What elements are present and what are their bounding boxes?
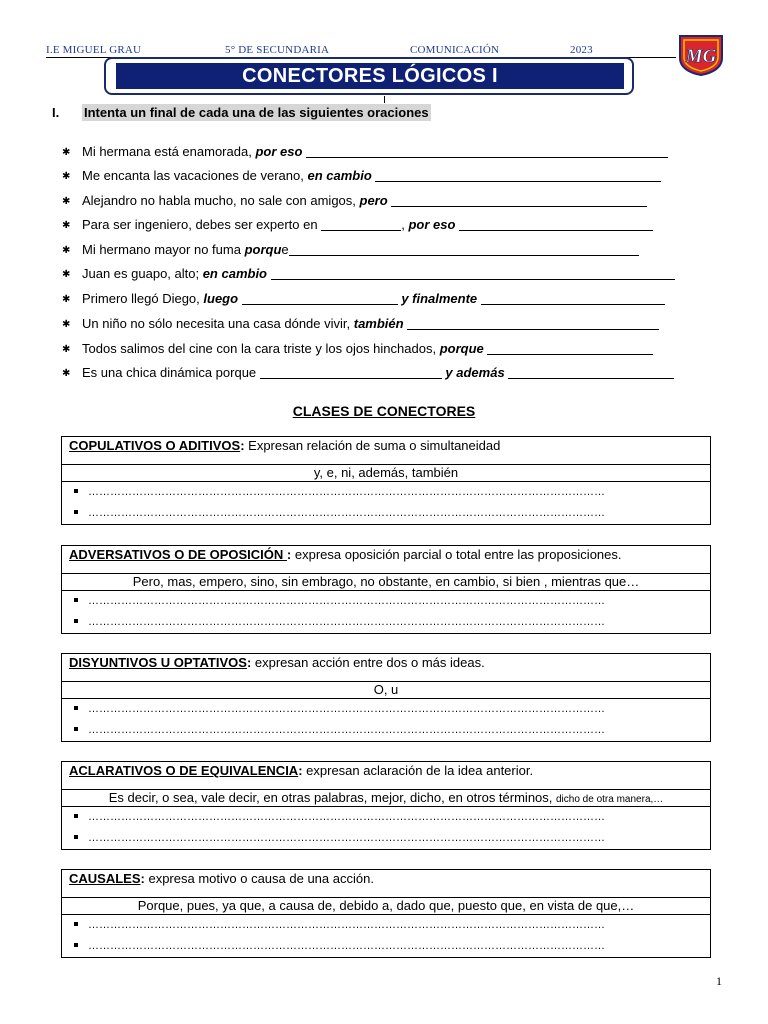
connector-class-name: ACLARATIVOS O DE EQUIVALENCIA bbox=[69, 763, 299, 778]
dotted-leader: …………………………………………………………………………………………………………………………… bbox=[88, 832, 605, 844]
connector-examples-small: dicho de otra manera,… bbox=[556, 794, 664, 805]
connector-class-header: CAUSALES: expresa motivo o causa de una acción. bbox=[62, 870, 710, 898]
answer-blank[interactable] bbox=[321, 218, 401, 231]
connector-examples bbox=[62, 898, 710, 915]
sentence-text: Me encanta las vacaciones de verano, bbox=[82, 168, 308, 183]
connector-class-header: COPULATIVOS O ADITIVOS: Expresan relación de suma o simultaneidad bbox=[62, 437, 710, 465]
answer-blank[interactable] bbox=[459, 218, 653, 231]
dotted-leader: …………………………………………………………………………………………………………………………… bbox=[88, 486, 605, 498]
sentence-text: Todos salimos del cine con la cara triste y los ojos hinchados, bbox=[82, 341, 440, 356]
answer-blank[interactable] bbox=[242, 292, 398, 305]
connector-word: porqu bbox=[244, 242, 282, 257]
connector-word: por eso bbox=[255, 144, 303, 159]
section-instruction: Intenta un final de cada una de las siguientes oraciones bbox=[84, 105, 429, 120]
logo-text: MG bbox=[685, 46, 717, 67]
dotted-leader: …………………………………………………………………………………………………………………………… bbox=[88, 507, 605, 519]
connector-examples-text: Pero, mas, empero, sino, sin embrago, no obstante, en cambio, si bien , mientras que… bbox=[132, 574, 640, 589]
connector-class-description: Expresan relación de suma o simultaneidad bbox=[244, 438, 501, 453]
answer-blank[interactable] bbox=[487, 342, 653, 355]
asterisk-bullet-icon: ✱ bbox=[62, 269, 71, 280]
sentence-item bbox=[62, 364, 674, 382]
asterisk-bullet-icon: ✱ bbox=[62, 196, 71, 207]
header-course: COMUNICACIÓN bbox=[410, 44, 500, 56]
connector-word: por eso bbox=[408, 217, 456, 232]
connector-examples bbox=[62, 682, 710, 699]
square-bullet-icon bbox=[74, 619, 78, 623]
header-grade: 5° DE SECUNDARIA bbox=[225, 44, 330, 56]
asterisk-bullet-icon: ✱ bbox=[62, 344, 71, 355]
asterisk-bullet-icon: ✱ bbox=[62, 294, 71, 305]
sentence-text: Es una chica dinámica porque bbox=[82, 365, 260, 380]
asterisk-bullet-icon: ✱ bbox=[62, 368, 71, 379]
sentence-item bbox=[62, 315, 659, 333]
dotted-answer-line[interactable] bbox=[62, 612, 710, 633]
connector-class-header: ADVERSATIVOS O DE OPOSICIÓN : expresa oposición parcial o total entre las proposiciones. bbox=[62, 546, 710, 574]
connector-examples bbox=[62, 574, 710, 591]
sentence-item bbox=[62, 340, 653, 358]
clases-title: CLASES DE CONECTORES bbox=[292, 403, 476, 419]
square-bullet-icon bbox=[74, 510, 78, 514]
square-bullet-icon bbox=[74, 943, 78, 947]
connector-word: pero bbox=[359, 193, 388, 208]
dotted-answer-line[interactable] bbox=[62, 720, 710, 741]
sentence-text: Juan es guapo, alto; bbox=[82, 266, 203, 281]
sentence-text: Mi hermana está enamorada, bbox=[82, 144, 256, 159]
connector-class-description: expresa oposición parcial o total entre las proposiciones. bbox=[291, 547, 622, 562]
square-bullet-icon bbox=[74, 598, 78, 602]
dotted-answer-line[interactable] bbox=[62, 915, 710, 936]
header-school: I.E MIGUEL GRAU bbox=[46, 44, 142, 56]
answer-blank[interactable] bbox=[481, 292, 665, 305]
connector-class-box bbox=[61, 869, 711, 958]
connector-word: y finalmente bbox=[401, 291, 478, 306]
connector-class-description: expresan acción entre dos o más ideas. bbox=[251, 655, 485, 670]
sentence-text: e bbox=[281, 242, 289, 257]
page-title: CONECTORES LÓGICOS I bbox=[116, 63, 624, 89]
connector-examples-text: O, u bbox=[373, 682, 399, 697]
asterisk-bullet-icon: ✱ bbox=[62, 319, 71, 330]
sentence-text: Un niño no sólo necesita una casa dónde vivir, bbox=[82, 316, 354, 331]
dotted-leader: …………………………………………………………………………………………………………………………… bbox=[88, 811, 605, 823]
square-bullet-icon bbox=[74, 489, 78, 493]
asterisk-bullet-icon: ✱ bbox=[62, 147, 71, 158]
sentence-text: , bbox=[401, 217, 409, 232]
connector-class-header: ACLARATIVOS O DE EQUIVALENCIA: expresan aclaración de la idea anterior. bbox=[62, 762, 710, 790]
connector-class-description: expresan aclaración de la idea anterior. bbox=[302, 763, 534, 778]
connector-word: y además bbox=[445, 365, 505, 380]
header-year: 2023 bbox=[570, 44, 593, 56]
answer-blank[interactable] bbox=[306, 145, 668, 158]
square-bullet-icon bbox=[74, 727, 78, 731]
asterisk-bullet-icon: ✱ bbox=[62, 171, 71, 182]
answer-blank[interactable] bbox=[289, 243, 639, 256]
section-number: I. bbox=[52, 105, 60, 120]
asterisk-bullet-icon: ✱ bbox=[62, 220, 71, 231]
connector-word: en cambio bbox=[307, 168, 372, 183]
answer-blank[interactable] bbox=[407, 317, 659, 330]
connector-class-name: DISYUNTIVOS U OPTATIVOS bbox=[69, 655, 247, 670]
answer-blank[interactable] bbox=[375, 169, 661, 182]
answer-blank[interactable] bbox=[391, 194, 647, 207]
connector-class-name: ADVERSATIVOS O DE OPOSICIÓN bbox=[69, 547, 287, 562]
sentence-item bbox=[62, 265, 675, 283]
sentence-text: Alejandro no habla mucho, no sale con amigos, bbox=[82, 193, 360, 208]
answer-blank[interactable] bbox=[260, 366, 442, 379]
connector-examples-text: Porque, pues, ya que, a causa de, debido a, dado que, puesto que, en vista de que,… bbox=[137, 898, 635, 913]
square-bullet-icon bbox=[74, 922, 78, 926]
sentence-text: Primero llegó Diego, bbox=[82, 291, 204, 306]
connector-examples bbox=[62, 790, 710, 807]
sentence-item bbox=[62, 192, 647, 210]
sentence-item bbox=[62, 241, 639, 259]
connector-class-description: expresa motivo o causa de una acción. bbox=[144, 871, 374, 886]
connector-word: porque bbox=[439, 341, 484, 356]
connector-class-box bbox=[61, 545, 711, 634]
answer-blank[interactable] bbox=[508, 366, 674, 379]
sentence-item bbox=[62, 167, 661, 185]
asterisk-bullet-icon: ✱ bbox=[62, 245, 71, 256]
dotted-leader: …………………………………………………………………………………………………………………………… bbox=[88, 940, 605, 952]
sentence-item bbox=[62, 143, 668, 161]
title-tick bbox=[384, 96, 385, 103]
answer-blank[interactable] bbox=[271, 267, 675, 280]
dotted-answer-line[interactable] bbox=[62, 828, 710, 849]
dotted-answer-line[interactable] bbox=[62, 807, 710, 828]
school-logo bbox=[676, 32, 726, 76]
dotted-leader: …………………………………………………………………………………………………………………………… bbox=[88, 703, 605, 715]
connector-word: en cambio bbox=[202, 266, 267, 281]
sentence-text: Para ser ingeniero, debes ser experto en bbox=[82, 217, 322, 232]
dotted-answer-line[interactable] bbox=[62, 699, 710, 720]
connector-class-header: DISYUNTIVOS U OPTATIVOS: expresan acción entre dos o más ideas. bbox=[62, 654, 710, 682]
dotted-answer-line[interactable] bbox=[62, 936, 710, 957]
connector-examples-text: Es decir, o sea, vale decir, en otras palabras, mejor, dicho, en otros términos, bbox=[108, 790, 556, 805]
dotted-answer-line[interactable] bbox=[62, 591, 710, 612]
page-number: 1 bbox=[716, 974, 722, 988]
dotted-answer-line[interactable] bbox=[62, 482, 710, 503]
sentence-item bbox=[62, 216, 653, 234]
connector-class-box bbox=[61, 653, 711, 742]
dotted-leader: …………………………………………………………………………………………………………………………… bbox=[88, 595, 605, 607]
sentence-text: Mi hermano mayor no fuma bbox=[82, 242, 245, 257]
connector-class-name: CAUSALES bbox=[69, 871, 141, 886]
connector-examples-text: y, e, ni, además, también bbox=[313, 465, 459, 480]
dotted-answer-line[interactable] bbox=[62, 503, 710, 524]
square-bullet-icon bbox=[74, 835, 78, 839]
connector-examples bbox=[62, 465, 710, 482]
square-bullet-icon bbox=[74, 706, 78, 710]
square-bullet-icon bbox=[74, 814, 78, 818]
dotted-leader: …………………………………………………………………………………………………………………………… bbox=[88, 616, 605, 628]
connector-class-box bbox=[61, 436, 711, 525]
dotted-leader: …………………………………………………………………………………………………………………………… bbox=[88, 724, 605, 736]
connector-word: también bbox=[353, 316, 404, 331]
connector-word: luego bbox=[203, 291, 239, 306]
connector-class-name: COPULATIVOS O ADITIVOS bbox=[69, 438, 241, 453]
connector-class-box bbox=[61, 761, 711, 850]
sentence-item bbox=[62, 290, 665, 308]
dotted-leader: …………………………………………………………………………………………………………………………… bbox=[88, 919, 605, 931]
